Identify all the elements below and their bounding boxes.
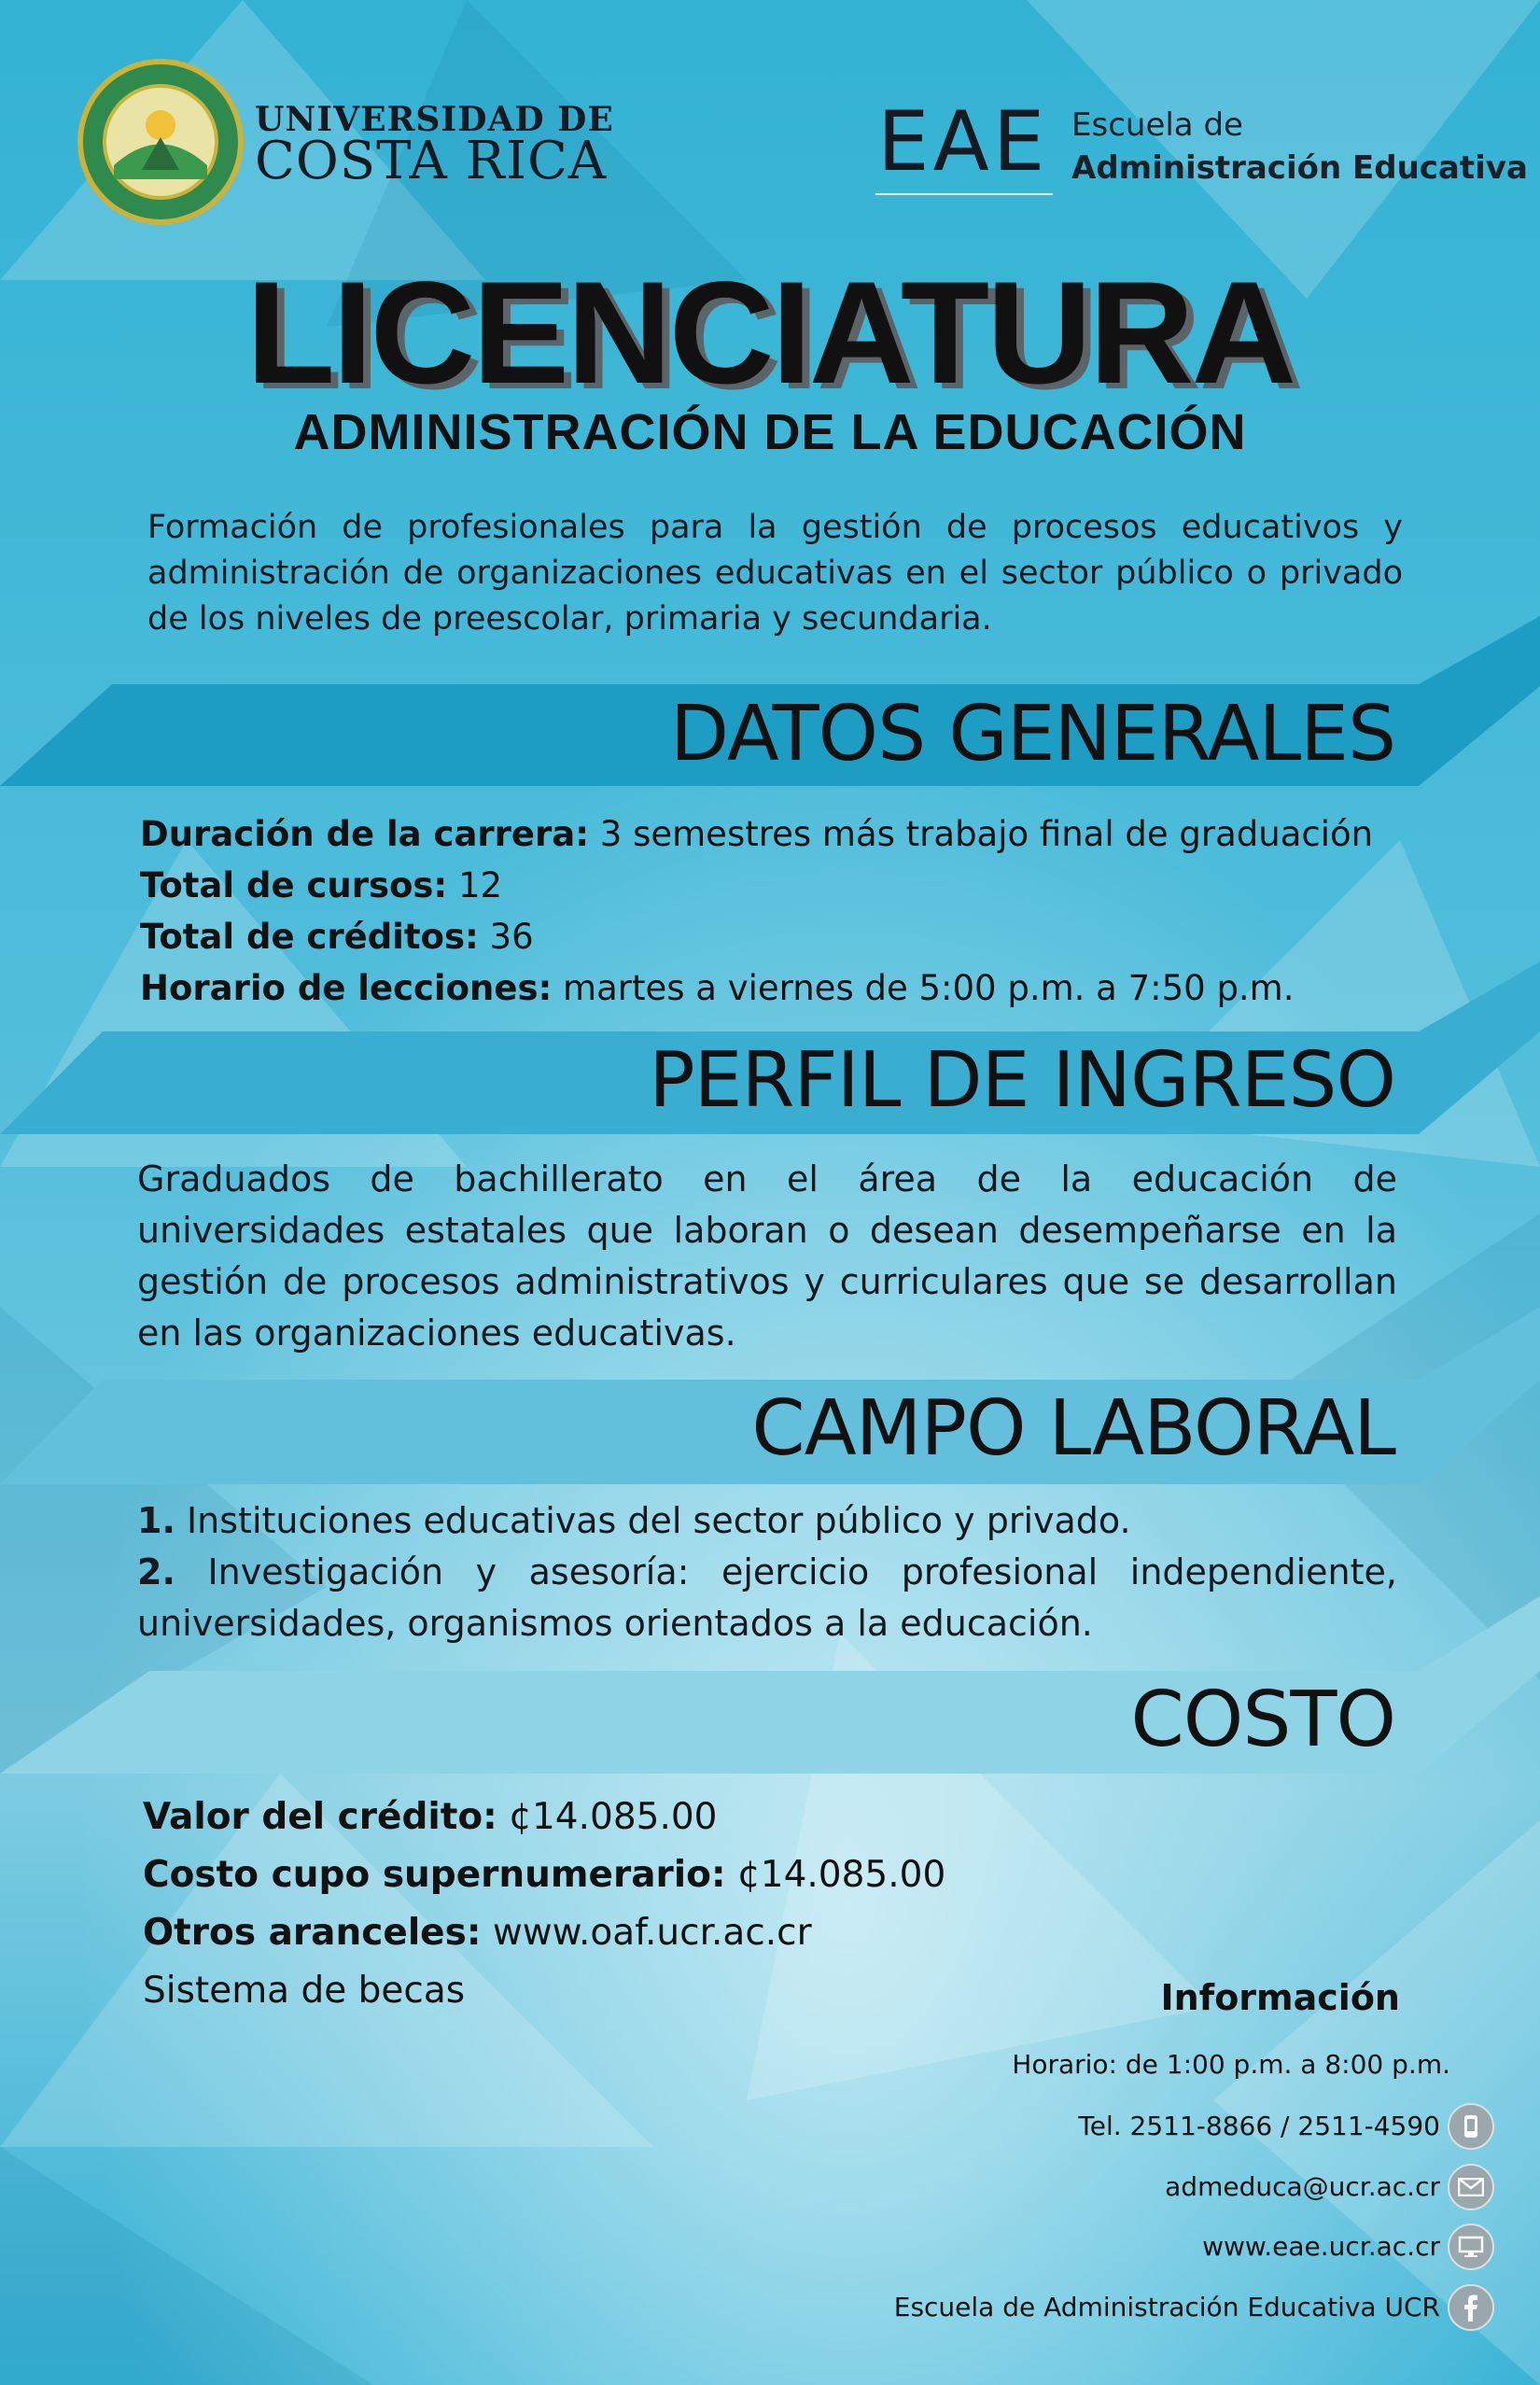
info-facebook[interactable]: Escuela de Administración Educativa UCR: [893, 2292, 1440, 2322]
costo-heading: COSTO: [1130, 1676, 1395, 1764]
costo-value: ¢14.085.00: [497, 1796, 718, 1838]
costo-value: ¢14.085.00: [725, 1854, 946, 1896]
page-title: LICENCIATURA: [245, 252, 1295, 414]
datos-label: Total de créditos:: [140, 917, 479, 957]
otros-aranceles-link[interactable]: www.oaf.ucr.ac.cr: [481, 1912, 812, 1954]
datos-label: Horario de lecciones:: [140, 968, 553, 1008]
datos-value: 36: [478, 917, 534, 957]
datos-generales-heading: DATOS GENERALES: [670, 690, 1395, 779]
campo-laboral-list: [137, 1495, 1397, 1649]
intro-paragraph: Formación de profesionales para la gestión de procesos educativos y administración de organizaciones educativas en el sector público o privado de los niveles de preescolar, primaria y secundaria.: [147, 509, 1403, 638]
datos-value: 3 semestres más trabajo final de graduación: [589, 814, 1374, 854]
eae-underline: [875, 193, 1053, 195]
university-name-line2: COSTA RICA: [255, 131, 608, 191]
facebook-icon: [1448, 2284, 1494, 2331]
costo-row: [143, 1904, 945, 1962]
info-web[interactable]: www.eae.ucr.ac.cr: [1202, 2231, 1440, 2262]
datos-row: [140, 808, 1373, 860]
costo-list: [143, 1789, 945, 2020]
datos-row: [140, 962, 1373, 1014]
page-subtitle: ADMINISTRACIÓN DE LA EDUCACIÓN: [293, 404, 1247, 460]
ucr-seal-icon: [77, 58, 245, 226]
school-name-line2: Administración Educativa: [1071, 149, 1528, 187]
school-name-line1: Escuela de: [1071, 106, 1243, 144]
list-item-number: 1.: [137, 1500, 175, 1541]
mail-icon: [1448, 2164, 1494, 2210]
info-heading: Información: [1160, 1977, 1400, 2018]
phone-icon: [1448, 2103, 1494, 2150]
datos-value: 12: [447, 865, 503, 905]
costo-row: [143, 1789, 945, 1846]
datos-label: Total de cursos:: [140, 865, 448, 905]
list-item-number: 2.: [137, 1551, 175, 1592]
list-item-text: Investigación y asesoría: ejercicio profesional independiente, universidades, organismos orientados a la educación.: [137, 1551, 1397, 1644]
costo-label: Valor del crédito:: [143, 1796, 497, 1838]
info-phone[interactable]: Tel. 2511-8866 / 2511-4590: [1078, 2111, 1440, 2141]
list-item-text: Instituciones educativas del sector público y privado.: [175, 1500, 1131, 1541]
info-horario: Horario: de 1:00 p.m. a 8:00 p.m.: [1012, 2049, 1450, 2080]
university-name-line1: UNIVERSIDAD DE: [255, 100, 614, 139]
datos-row: [140, 860, 1373, 911]
info-email[interactable]: admeduca@ucr.ac.cr: [1165, 2171, 1440, 2202]
list-item: [137, 1547, 1397, 1649]
costo-label: Otros aranceles:: [143, 1912, 482, 1954]
datos-label: Duración de la carrera:: [140, 814, 590, 854]
becas-link[interactable]: Sistema de becas: [143, 1970, 466, 2012]
datos-generales-list: [140, 808, 1373, 1014]
perfil-ingreso-heading: PERFIL DE INGRESO: [649, 1036, 1395, 1125]
perfil-ingreso-paragraph: Graduados de bachillerato en el área de la educación de universidades estatales que laboran o desean desempeñarse en la gestión de procesos administrativos y curriculares que se desarrollan en las organizaciones educativas.: [137, 1158, 1397, 1354]
datos-value: martes a viernes de 5:00 p.m. a 7:50 p.m.: [552, 968, 1295, 1008]
costo-row: [143, 1846, 945, 1904]
costo-label: Costo cupo supernumerario:: [143, 1854, 726, 1896]
datos-row: [140, 911, 1373, 962]
monitor-icon: [1448, 2224, 1494, 2270]
list-item: [137, 1495, 1397, 1547]
eae-acronym: EAE: [877, 93, 1049, 189]
campo-laboral-heading: CAMPO LABORAL: [751, 1384, 1395, 1473]
